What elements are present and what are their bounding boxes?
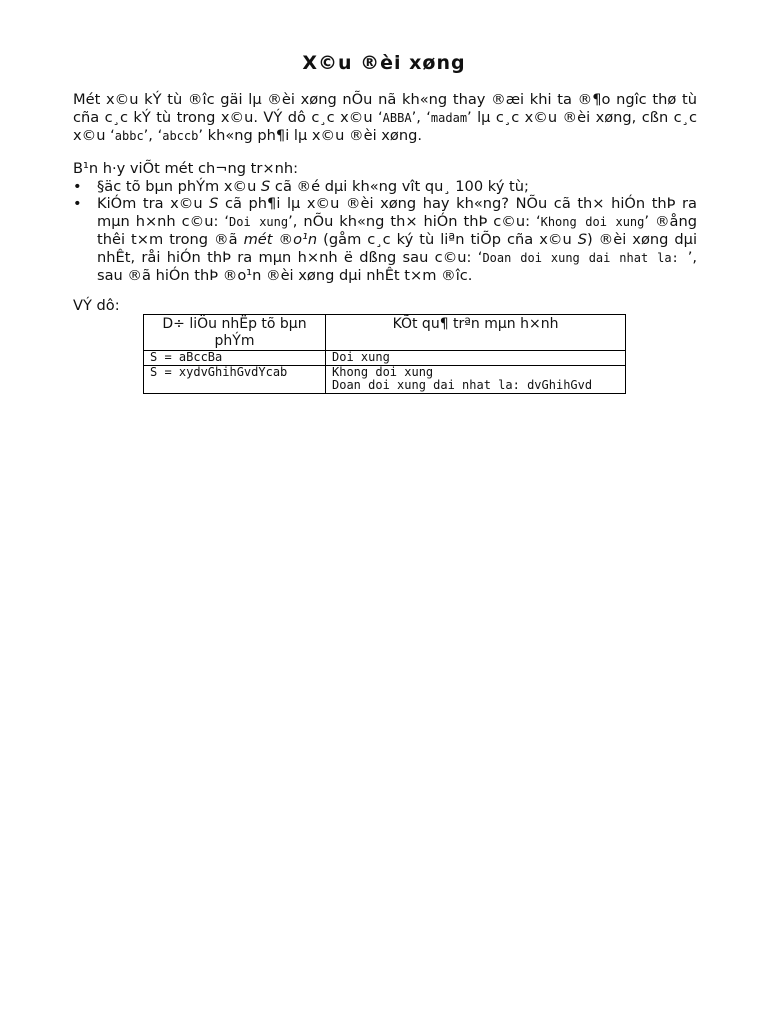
task-lead: B¹n h·y viÕt mét ch¬ng tr×nh: xyxy=(73,160,299,177)
row1-output xyxy=(326,351,626,366)
task2-text-1: KiÓm tra x©u xyxy=(97,195,210,212)
header-output: KÕt qu¶ trªn mµn h×nh xyxy=(326,315,626,351)
task2-text-7: ’, sau ®ã hiÓn thÞ ®o¹n ®èi xøng dµi nhÊt t×m ®îc. xyxy=(97,248,697,284)
intro-text-3: ’ lµ c¸c x©u ®èi xøng, cßn c¸c x©u ‘ xyxy=(73,108,697,144)
task1-var-s: S xyxy=(261,177,271,195)
bullet-icon: • xyxy=(73,177,82,195)
msg-doan-doi-xung: Doan doi xung dai nhat la: xyxy=(482,250,688,265)
intro-text-5: ’ kh«ng ph¶i lµ x©u ®èi xøng. xyxy=(198,127,422,144)
intro-text-4: ’, ‘ xyxy=(143,127,163,144)
row2-output xyxy=(326,365,626,393)
intro-paragraph xyxy=(73,91,697,146)
row2-input: S = xydvGhihGvdYcab xyxy=(144,365,326,393)
example-madam: madam xyxy=(430,110,468,125)
task2-text-5: (gåm c¸c ký tù liªn tiÕp cña x©u xyxy=(317,231,578,248)
table-row xyxy=(144,351,626,366)
row2-output-line1: Khong doi xung xyxy=(332,364,434,379)
task2-text-3: ’, nÕu kh«ng th× hiÓn thÞ c©u: ‘ xyxy=(288,212,541,230)
task2-var-s: S xyxy=(209,195,219,212)
table-header-row xyxy=(144,315,626,351)
example-abba: ABBA xyxy=(382,110,412,125)
task1-text-1: §äc tõ bµn phÝm x©u xyxy=(97,177,262,195)
row1-input: S = aBccBa xyxy=(144,351,326,366)
list-item xyxy=(73,195,697,285)
list-item xyxy=(73,178,697,196)
msg-doi-xung: Doi xung xyxy=(229,214,289,229)
task-list xyxy=(73,178,697,285)
example-table xyxy=(143,314,626,394)
row2-output-line2: Doan doi xung dai nhat la: dvGhihGvd xyxy=(332,378,593,392)
task2-var-s-2: S xyxy=(577,231,587,248)
task2-text-4: ’ ®ång thêi t×m trong ®ã xyxy=(97,212,698,248)
example-label: VÝ dô: xyxy=(73,297,120,314)
page-title: X©u ®èi xøng xyxy=(302,52,466,74)
row1-output-line1: Doi xung xyxy=(332,350,390,364)
task2-emph-segment: mét ®o¹n xyxy=(243,231,318,248)
task2-text-6: ) ®èi xøng dµi nhÊt, råi hiÓn thÞ ra mµn h×nh ë dßng sau c©u: ‘ xyxy=(97,231,697,266)
task1-text-2: cã ®é dµi kh«ng vît qu¸ 100 ký tù; xyxy=(270,177,529,195)
header-input: D÷ liÖu nhËp tõ bµn phÝm xyxy=(144,315,326,351)
task-section xyxy=(73,160,697,285)
example-abbc: abbc xyxy=(114,129,144,143)
example-abccb: abccb xyxy=(162,129,199,143)
table-row xyxy=(144,365,626,393)
intro-text-1: Mét x©u kÝ tù ®îc gäi lµ ®èi xøng nÕu nã kh«ng thay ®æi khi ta ®¶o ngîc thø tù cña c¸c kÝ tù trong x©u. VÝ dô c¸c x©u ‘ xyxy=(73,91,697,126)
bullet-icon: • xyxy=(73,195,82,212)
intro-text-2: ’, ‘ xyxy=(411,108,431,126)
task2-text-2: cã ph¶i lµ x©u ®èi xøng hay kh«ng? NÕu cã th× hiÓn thÞ ra mµn h×nh c©u: ‘ xyxy=(97,195,698,230)
msg-khong-doi-xung: Khong doi xung xyxy=(540,214,645,229)
